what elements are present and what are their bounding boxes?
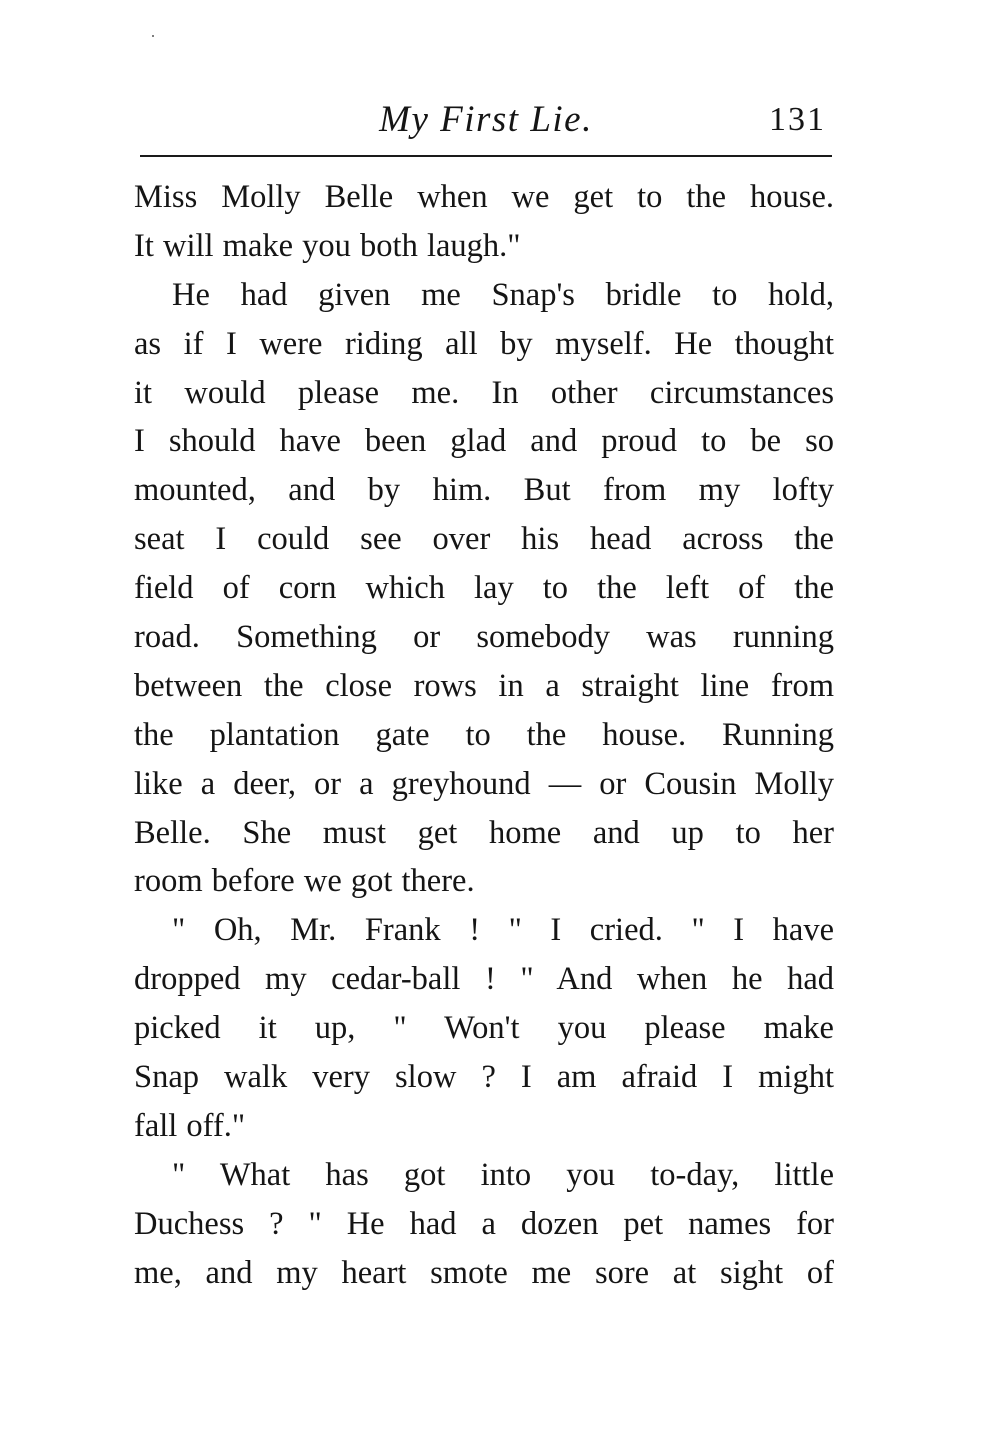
text-line: as if I were riding all by myself. He thought xyxy=(134,325,834,362)
text-line: He had given me Snap's bridle to hold, xyxy=(172,276,834,313)
text-line: field of corn which lay to the left of the xyxy=(134,570,834,607)
text-line: Belle. She must get home and up to her xyxy=(134,814,834,851)
text-line: It will make you both laugh." xyxy=(134,227,521,264)
body-text xyxy=(134,173,834,1297)
running-title: My First Lie. xyxy=(379,99,593,140)
text-line: like a deer, or a greyhound — or Cousin Molly xyxy=(134,765,834,802)
text-line: " What has got into you to-day, little xyxy=(172,1156,834,1193)
text-line: " Oh, Mr. Frank ! " I cried. " I have xyxy=(172,912,834,949)
text-line: between the close rows in a straight line from xyxy=(134,667,834,704)
text-line: me, and my heart smote me sore at sight of xyxy=(134,1254,834,1291)
text-line: seat I could see over his head across the xyxy=(134,521,834,558)
text-line: Duchess ? " He had a dozen pet names for xyxy=(134,1205,834,1242)
text-line: picked it up, " Won't you please make xyxy=(134,1010,834,1047)
running-head xyxy=(140,92,832,148)
text-line: fall off." xyxy=(134,1107,246,1144)
text-line: mounted, and by him. But from my lofty xyxy=(134,472,834,509)
text-line: the plantation gate to the house. Running xyxy=(134,716,834,753)
text-line: dropped my cedar-ball ! " And when he had xyxy=(134,961,834,998)
text-line: road. Something or somebody was running xyxy=(134,619,834,656)
text-line: room before we got there. xyxy=(134,863,475,900)
header-rule xyxy=(140,155,832,157)
text-line: Miss Molly Belle when we get to the house. xyxy=(134,179,834,215)
page-speck xyxy=(152,35,154,37)
text-line: it would please me. In other circumstances xyxy=(134,374,834,411)
text-line: I should have been glad and proud to be so xyxy=(134,423,834,460)
text-line: Snap walk very slow ? I am afraid I might xyxy=(134,1059,834,1096)
page-number: 131 xyxy=(769,101,826,138)
